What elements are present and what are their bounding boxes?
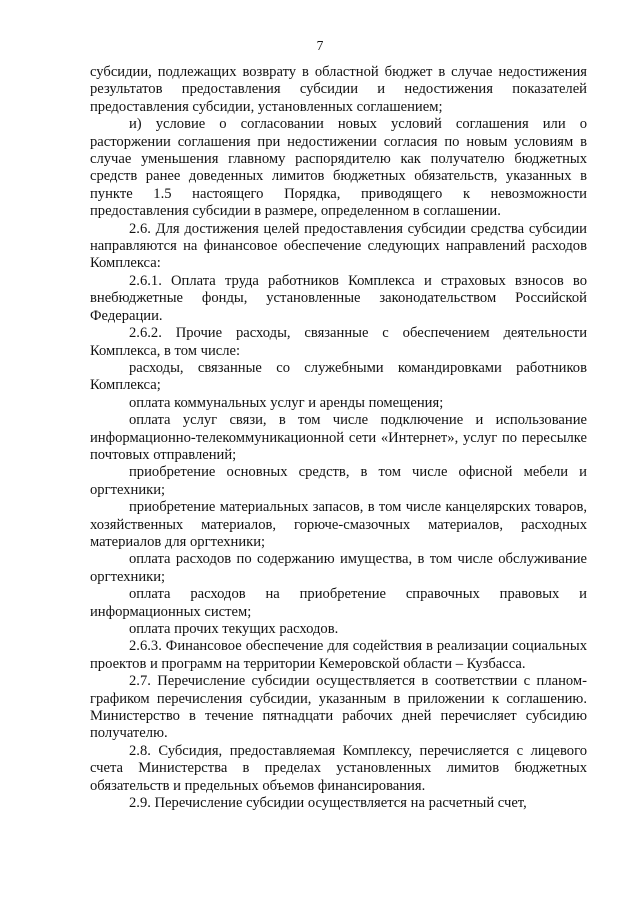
paragraph: 2.6.3. Финансовое обеспечение для содействия в реализации социальных проектов и программ на территории Кемеровской области – Кузбасса. [90, 638, 587, 672]
paragraph: 2.9. Перечисление субсидии осуществляется на расчетный счет, [129, 795, 527, 812]
paragraph: оплата расходов на приобретение справочных правовых и информационных систем; [90, 586, 587, 620]
paragraph: оплата расходов по содержанию имущества, в том числе обслуживание оргтехники; [90, 551, 587, 585]
paragraph: оплата коммунальных услуг и аренды помещения; [129, 394, 444, 411]
paragraph: приобретение основных средств, в том числе офисной мебели и оргтехники; [90, 464, 587, 498]
paragraph: расходы, связанные со служебными командировками работников Комплекса; [90, 359, 587, 394]
paragraph: 2.6. Для достижения целей предоставления субсидии средства субсидии направляются на финансовое обеспечение следующих направлений расходов Комплекса: [90, 220, 587, 272]
paragraph: оплата прочих текущих расходов. [129, 621, 339, 637]
paragraph: 2.6.2. Прочие расходы, связанные с обеспечением деятельности Комплекса, в том числе: [90, 325, 587, 359]
document-body [90, 64, 587, 812]
paragraph: 2.8. Субсидия, предоставляемая Комплексу, перечисляется с лицевого счета Министерства в пределах установленных лимитов бюджетных обязательств и предельных объемов финансирования. [90, 742, 587, 794]
page-number: 7 [316, 38, 324, 53]
paragraph: субсидии, подлежащих возврату в областной бюджет в случае недостижения результатов предоставления субсидии и недостижения показателей предоставления субсидии, установленных соглашением; [90, 64, 587, 115]
paragraph: 2.6.1. Оплата труда работников Комплекса и страховых взносов во внебюджетные фонды, установленные законодательством Российской Федерации. [90, 272, 587, 324]
paragraph: 2.7. Перечисление субсидии осуществляется в соответствии с планом-графиком перечисления субсидии, указанным в приложении к соглашению. Министерство в течение пятнадцати рабочих дней перечисляет субсидию получателю. [90, 673, 587, 742]
paragraph: приобретение материальных запасов, в том числе канцелярских товаров, хозяйственных материалов, горюче-смазочных материалов, расходных материалов для оргтехники; [90, 499, 587, 550]
paragraph: оплата услуг связи, в том числе подключение и использование информационно-телекоммуникационной сети «Интернет», услуг по пересылке почтовых отправлений; [90, 412, 587, 463]
paragraph: и) условие о согласовании новых условий соглашения или о расторжении соглашения при недостижении согласия по новым условиям в случае уменьшения главному распорядителю как получателю бюджетных средств ранее доведенных лимитов бюджетных обязательств, указанных в пункте 1.5 настоящего Порядка, приводящего к невозможности предоставления субсидии в размере, определенном в соглашении. [90, 116, 587, 220]
